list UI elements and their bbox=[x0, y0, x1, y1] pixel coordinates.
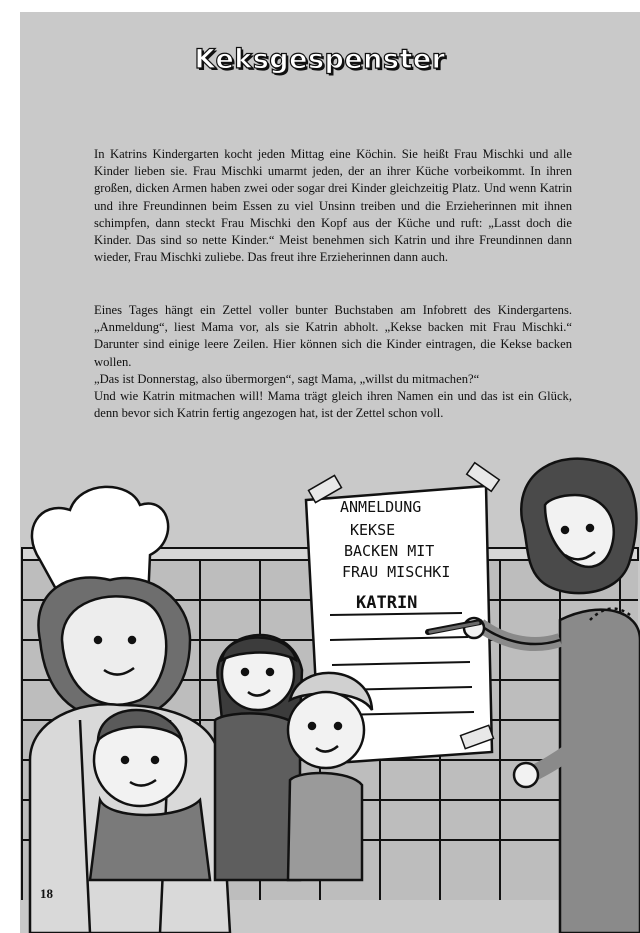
paragraph-text: In Katrins Kindergarten kocht jeden Mittag eine Köchin. Sie heißt Frau Mischki und alle Kinder lieben sie. Frau Mischki umarmt jeden, der an ihrer Küche vorbeikommt. In ihren großen, dicken Armen haben zwei oder sogar drei Kinder gleichzeitig Platz. Und wenn Katrin und ihre Freundinnen beim Essen zu viel Unsinn treiben und die Erzieherinnen mit ihnen schimpfen, dann steckt Frau Mischki den Kopf aus der Küche und ruft: „Lasst doch die Kinder. Das sind so nette Kinder.“ Meist benehmen sich Katrin und ihre Freundinnen dann wieder, Frau Mischki zuliebe. Das freut ihre Erzieherinnen dann auch. bbox=[94, 147, 572, 265]
note-signed-name: KATRIN bbox=[356, 593, 418, 613]
note-heading: ANMELDUNG bbox=[340, 498, 422, 516]
note-line: FRAU MISCHKI bbox=[342, 563, 451, 581]
paragraph-text: „Das ist Donnerstag, also übermorgen“, sagt Mama, „willst du mitmachen?“ bbox=[94, 371, 480, 386]
page-number: 18 bbox=[40, 886, 53, 901]
paragraph-text: Und wie Katrin mitmachen will! Mama trägt gleich ihren Namen ein und das ist ein Glück, denn bevor sich Katrin fertig angezogen hat, ist der Zettel schon voll. bbox=[94, 389, 572, 421]
page-title: Keksgespenster bbox=[194, 44, 446, 75]
paragraph-text: Eines Tages hängt ein Zettel voller bunter Buchstaben am Infobrett des Kindergartens. „Anmeldung“, liest Mama vor, als sie Katrin abholt. „Kekse backen mit Frau Mischki.“ Darunter sind einige leere Zeilen. Hier können sich die Kinder eintragen, die Kekse backen wollen. bbox=[94, 303, 572, 369]
note-line: KEKSE bbox=[350, 521, 396, 539]
note-line: BACKEN MIT bbox=[344, 542, 435, 560]
